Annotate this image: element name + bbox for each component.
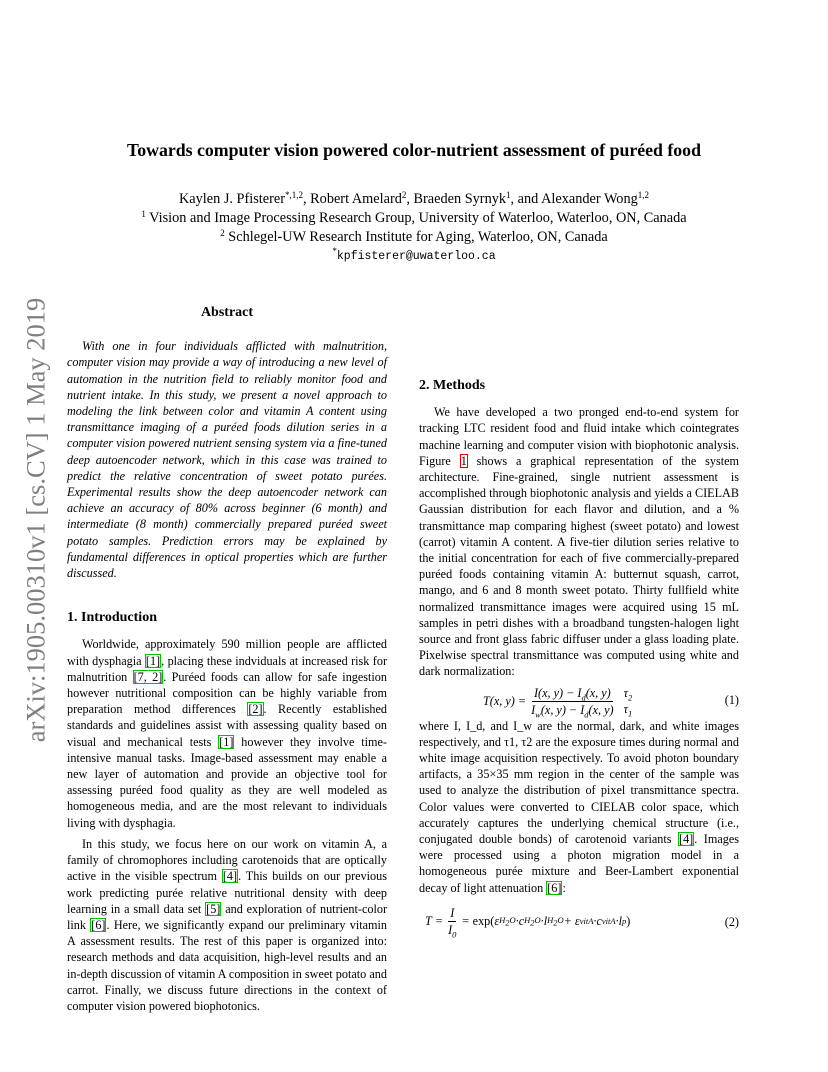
introduction-heading: 1. Introduction [67, 610, 157, 626]
citation-link[interactable]: [6] [91, 917, 106, 932]
author-list [0, 190, 828, 209]
equation-2: T = $\frac{I}{I_0}$ = exp( ε $H_2O$ ·c $H_2O$ ·l $H_2O$ + ε vitA ·c vitA ·l p ) (2) [425, 905, 739, 940]
intro-paragraph-1: Worldwide, approximately 590 million people are afflicted with dysphagia [1], placing these indviduals at increased risk for malnutrition [7, 2]. Puréed foods can allow for safe ingestion however nutritional composition can be highly variable from preparation method differences [2]. Recently established standards and guidelines assist with assessing quality based on visual and mechanical tests [1] however they involve time-intensive manual tasks. Image-based assessment may enable a new layer of automation and provide an objective tool for assessing puréed food quality as they are well modeled as homogeneous media, and are the most relevant to individuals living with dysphagia. [67, 637, 387, 830]
methods-paragraph-2: where I, I_d, and I_w are the normal, dark, and white images respectively, and τ1, τ2 are the exposure times during normal and white image acquisition respectively. To avoid photon boundary artifacts, a 35×35 mm region in the center of the sample was used to analyze the distribution of pixel transmittance spectra. Color values were converted to CIELAB color space, which accurately captures the underlying chemical structure (i.e., conjugated double bonds) of carotenoid variants [4]. Images were processed using a photon migration model in a homogeneous purée mixture and Beer-Lambert exponential decay of light attenuation [6]: [419, 718, 739, 895]
right-column [419, 310, 739, 948]
citation-link[interactable]: [1] [219, 734, 234, 749]
citation-link[interactable]: [1] [145, 653, 161, 668]
citation-link[interactable]: [7, 2] [133, 669, 163, 684]
left-column [67, 305, 387, 1014]
equation-1-number: (1) [724, 692, 739, 707]
citation-link[interactable]: [5] [206, 901, 221, 916]
author-2-affil: 2 [401, 190, 407, 200]
author-1-affil: *,1,2 [284, 190, 303, 200]
author-4-affil: 1,2 [637, 190, 650, 200]
author-2: , Robert Amelard [302, 191, 402, 207]
citation-link[interactable]: [2] [248, 702, 263, 717]
arxiv-identifier: arXiv:1905.00310v1 [cs.CV] 1 May 2019 [20, 297, 51, 743]
equation-1: T ( x, y ) = $\frac{I(x, y) - I_d(x, y)}{I_w(x, y) - I_d(x, y)}$ $\tau_2$ $\tau_1$ (1) [483, 685, 739, 720]
author-3-affil: 1 [506, 190, 511, 200]
column-continuation-spacer [419, 310, 739, 378]
methods-paragraph-1: We have developed a two pronged end-to-end system for tracking LTC resident food and fluid intake which cointegrates machine learning and computer vision with biophotonic analysis. Figure 1 shows a graphical representation of the system architecture. Fine-grained, single nutrient assessment is accomplished through biophotonic analysis and yields a CIELAB Gaussian distribution for each flavor and dilution, and a % transmittance map comparing highest (sweet potato) and lowest (carrot) vitamin A content. A five-tier dilution series relative to the initial concentration for each of five commercially-prepared puréed foods containing vitamin A: butternut squash, carrot, mango, and 6 and 8 month sweet potato. Thirty fullfield white normalized transmittance images were acquired using 15 mL samples in petri dishes with a broadband tungsten-halogen light source and front glass fabric diffuser under a glass loading plate. Pixelwise spectral transmittance was computed using white and dark normalization: [419, 405, 739, 679]
author-3: , Braeden Syrnyk [406, 191, 507, 207]
intro-paragraph-2: In this study, we focus here on our work on vitamin A, a family of chromophores including carotenoids that are optically active in the visible spectrum [4]. This builds on our previous work predicting purée relative nutritional density with deep learning in a small data set [5] and exploration of nutrient-color link [6]. Here, we significantly expand our preliminary vitamin A assessment results. The rest of this paper is organized into: research methods and data acquisition, high-level results and an in-depth discussion of vitamin A composition in sweet potato and carrot. Finally, we discuss future directions in the context of computer vision powered biophotonics. [67, 836, 388, 1013]
author-email: *kpfisterer@uwaterloo.ca [332, 246, 496, 264]
citation-link[interactable]: [4] [222, 869, 238, 884]
methods-heading: 2. Methods [419, 378, 486, 393]
abstract-heading: Abstract [200, 305, 254, 320]
paper-title: Towards computer vision powered color-nutrient assessment of puréed food [127, 140, 701, 160]
author-4: , and Alexander Wong [510, 191, 638, 207]
citation-link[interactable]: [4] [679, 832, 694, 847]
citation-link[interactable]: [6] [547, 880, 562, 895]
affiliation-2: $^2$ Schlegel-UW Research Institute for Aging, Waterloo, ON, Canada [220, 227, 608, 245]
author-1: Kaylen J. Pfisterer [178, 191, 285, 207]
equation-2-number: (2) [724, 914, 739, 929]
figure-link[interactable]: 1 [460, 453, 467, 468]
author-block [0, 190, 828, 267]
affiliation-1: $^1$ Vision and Image Processing Research Group, University of Waterloo, Waterloo, ON, Canada [141, 208, 687, 226]
abstract-text: With one in four individuals afflicted with malnutrition, computer vision may provide a way of introducing a new level of automation in the nutrition field to reliably monitor food and nutrient intake. In this study, we present a novel approach to modeling the link between color and vitamin A content using transmittance imaging of a puréed foods dilution series in a computer vision powered nutrient sensing system via a fine-tuned deep autoencoder network, which in this case was trained to predict the relative concentration of sweet potato purées. Experimental results show the deep autoencoder network can achieve an accuracy of 80% across beginner (6 month) and intermediate (8 month) commercially prepared puréed sweet potato samples. Prediction errors may be explained by fundamental differences in optical properties which are further discussed. [67, 339, 387, 581]
